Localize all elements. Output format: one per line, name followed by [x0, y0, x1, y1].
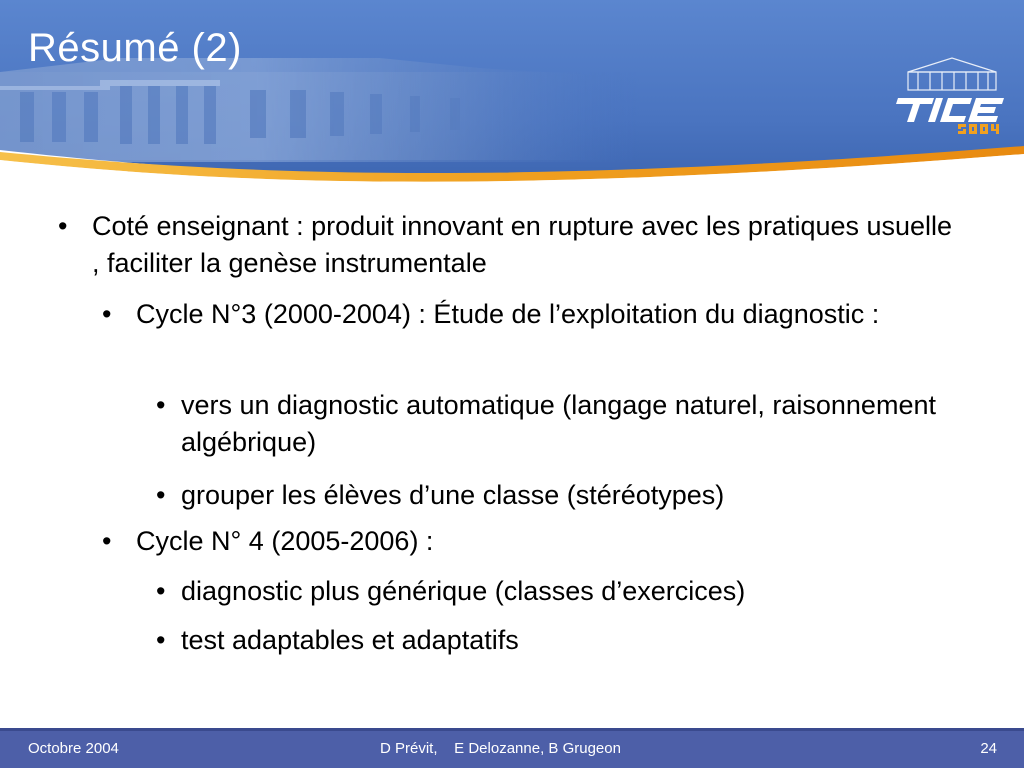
header-banner: [0, 0, 1024, 200]
tice-logo-icon: [888, 52, 1016, 136]
bullet-level3: [156, 573, 956, 610]
bullet-level2: [102, 523, 942, 560]
bullet-marker: •: [156, 390, 166, 420]
bullet-marker: •: [156, 480, 166, 510]
bullet-text: Coté enseignant : produit innovant en rupture avec les pratiques usuelle , faciliter la genèse instrumentale: [92, 211, 953, 278]
slide-title: Résumé (2): [28, 26, 242, 70]
bullet-marker: •: [156, 625, 166, 655]
bullet-level3: [156, 622, 956, 659]
bullet-text: diagnostic plus générique (classes d’exercices): [181, 576, 746, 606]
bullet-text: test adaptables et adaptatifs: [181, 625, 519, 655]
bullet-marker: •: [102, 299, 112, 329]
bullet-level1: [58, 208, 958, 282]
tice-2004-logo: [888, 52, 1016, 136]
bullet-text: vers un diagnostic automatique (langage naturel, raisonnement algébrique): [181, 390, 936, 457]
bullet-marker: •: [58, 211, 68, 241]
footer-date: Octobre 2004: [28, 740, 119, 757]
bullet-marker: •: [156, 576, 166, 606]
bullet-text: Cycle N° 4 (2005-2006) :: [136, 526, 434, 556]
bullet-level3: [156, 387, 956, 461]
bullet-marker: •: [102, 526, 112, 556]
bullet-text: Cycle N°3 (2000-2004) : Étude de l’exploitation du diagnostic :: [136, 299, 880, 329]
bullet-level2: [102, 296, 942, 333]
slide-body: [0, 196, 1024, 716]
footer-authors: D Prévit, E Delozanne, B Grugeon: [380, 740, 621, 757]
slide-footer: [0, 728, 1024, 768]
footer-page-number: 24: [980, 740, 997, 757]
bullet-text: grouper les élèves d’une classe (stéréotypes): [181, 480, 725, 510]
bullet-level3: [156, 477, 956, 514]
